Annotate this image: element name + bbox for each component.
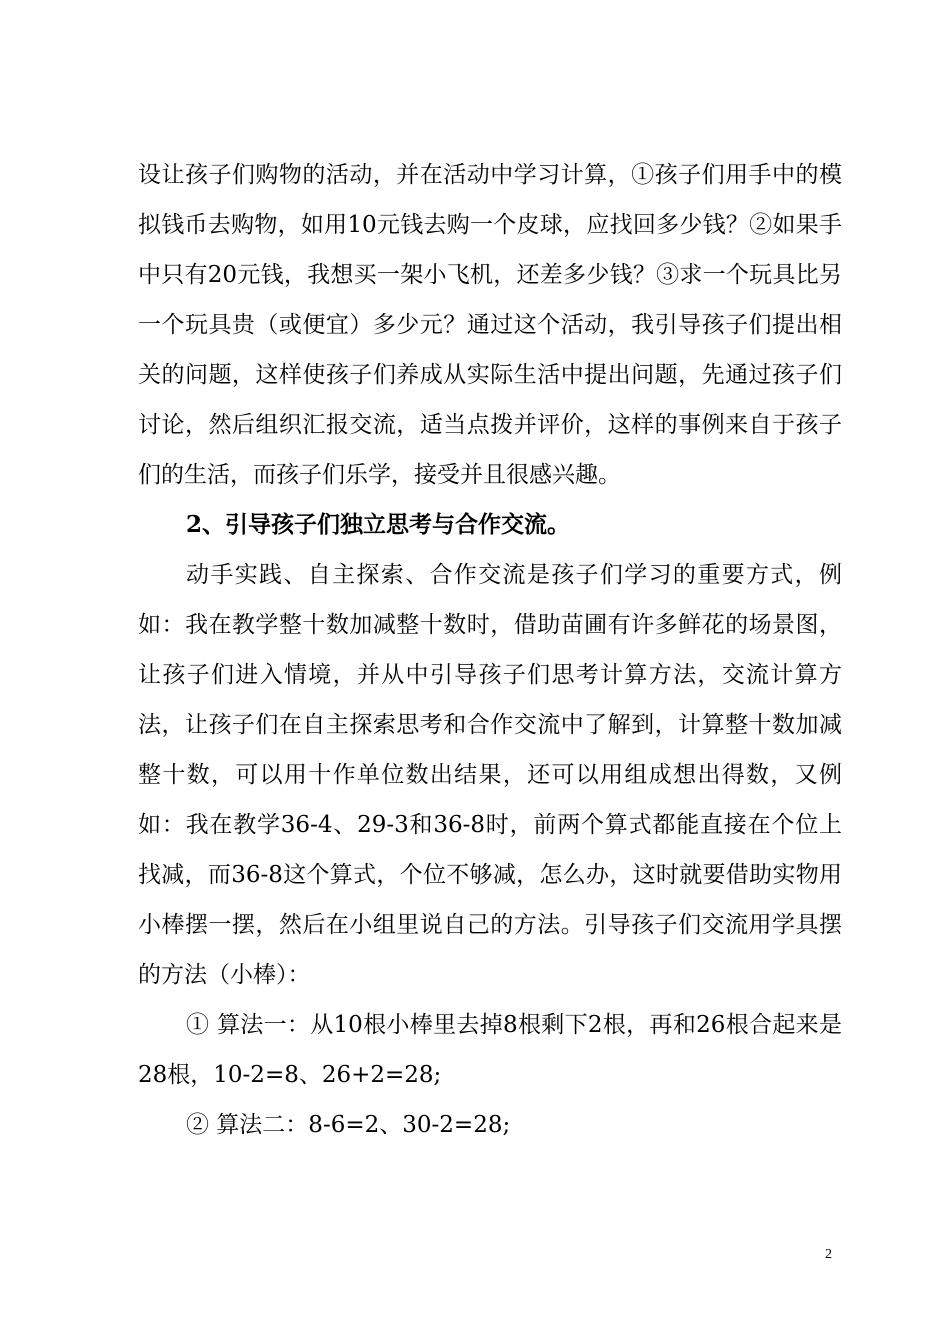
paragraph-shopping-activity: 设让孩子们购物的活动，并在活动中学习计算，①孩子们用手中的模拟钱币去购物，如用10元钱去购一个皮球，应找回多少钱？②如果手中只有20元钱，我想买一架小飞机，还差多少钱？③求一个玩具比另一个玩具贵（或便宜）多少元？通过这个活动，我引导孩子们提出相关的问题，这样使孩子们养成从实际生活中提出问题，先通过孩子们讨论，然后组织汇报交流，适当点拨并评价，这样的事例来自于孩子们的生活，而孩子们乐学，接受并且很感兴趣。 [138, 162, 842, 488]
paragraph-hands-on-practice: 动手实践、自主探索、合作交流是孩子们学习的重要方式，例如：我在教学整十数加减整十数时，借助苗圃有许多鲜花的场景图，让孩子们进入情境，并从中引导孩子们思考计算方法，交流计算方法，让孩子们在自主探索思考和合作交流中了解到，计算整十数加减整十数，可以用十作单位数出结果，还可以用组成想出得数，又例如：我在教学36-4、29-3和36-8时，前两个算式都能直接在个位上找减，而36-8这个算式，个位不够减，怎么办，这时就要借助实物用小棒摆一摆，然后在小组里说自己的方法。引导孩子们交流用学具摆的方法（小棒）： [138, 562, 842, 988]
paragraph-method-two: ② 算法二：8-6=2、30-2=28; [186, 1112, 511, 1138]
document-body [138, 150, 842, 1150]
paragraph-method-one: ① 算法一：从10根小棒里去掉8根剩下2根，再和26根合起来是28根，10-2=8、26+2=28; [138, 1012, 842, 1088]
page-number: 2 [825, 1247, 832, 1262]
section-heading: 2、引导孩子们独立思考与合作交流。 [186, 511, 571, 538]
